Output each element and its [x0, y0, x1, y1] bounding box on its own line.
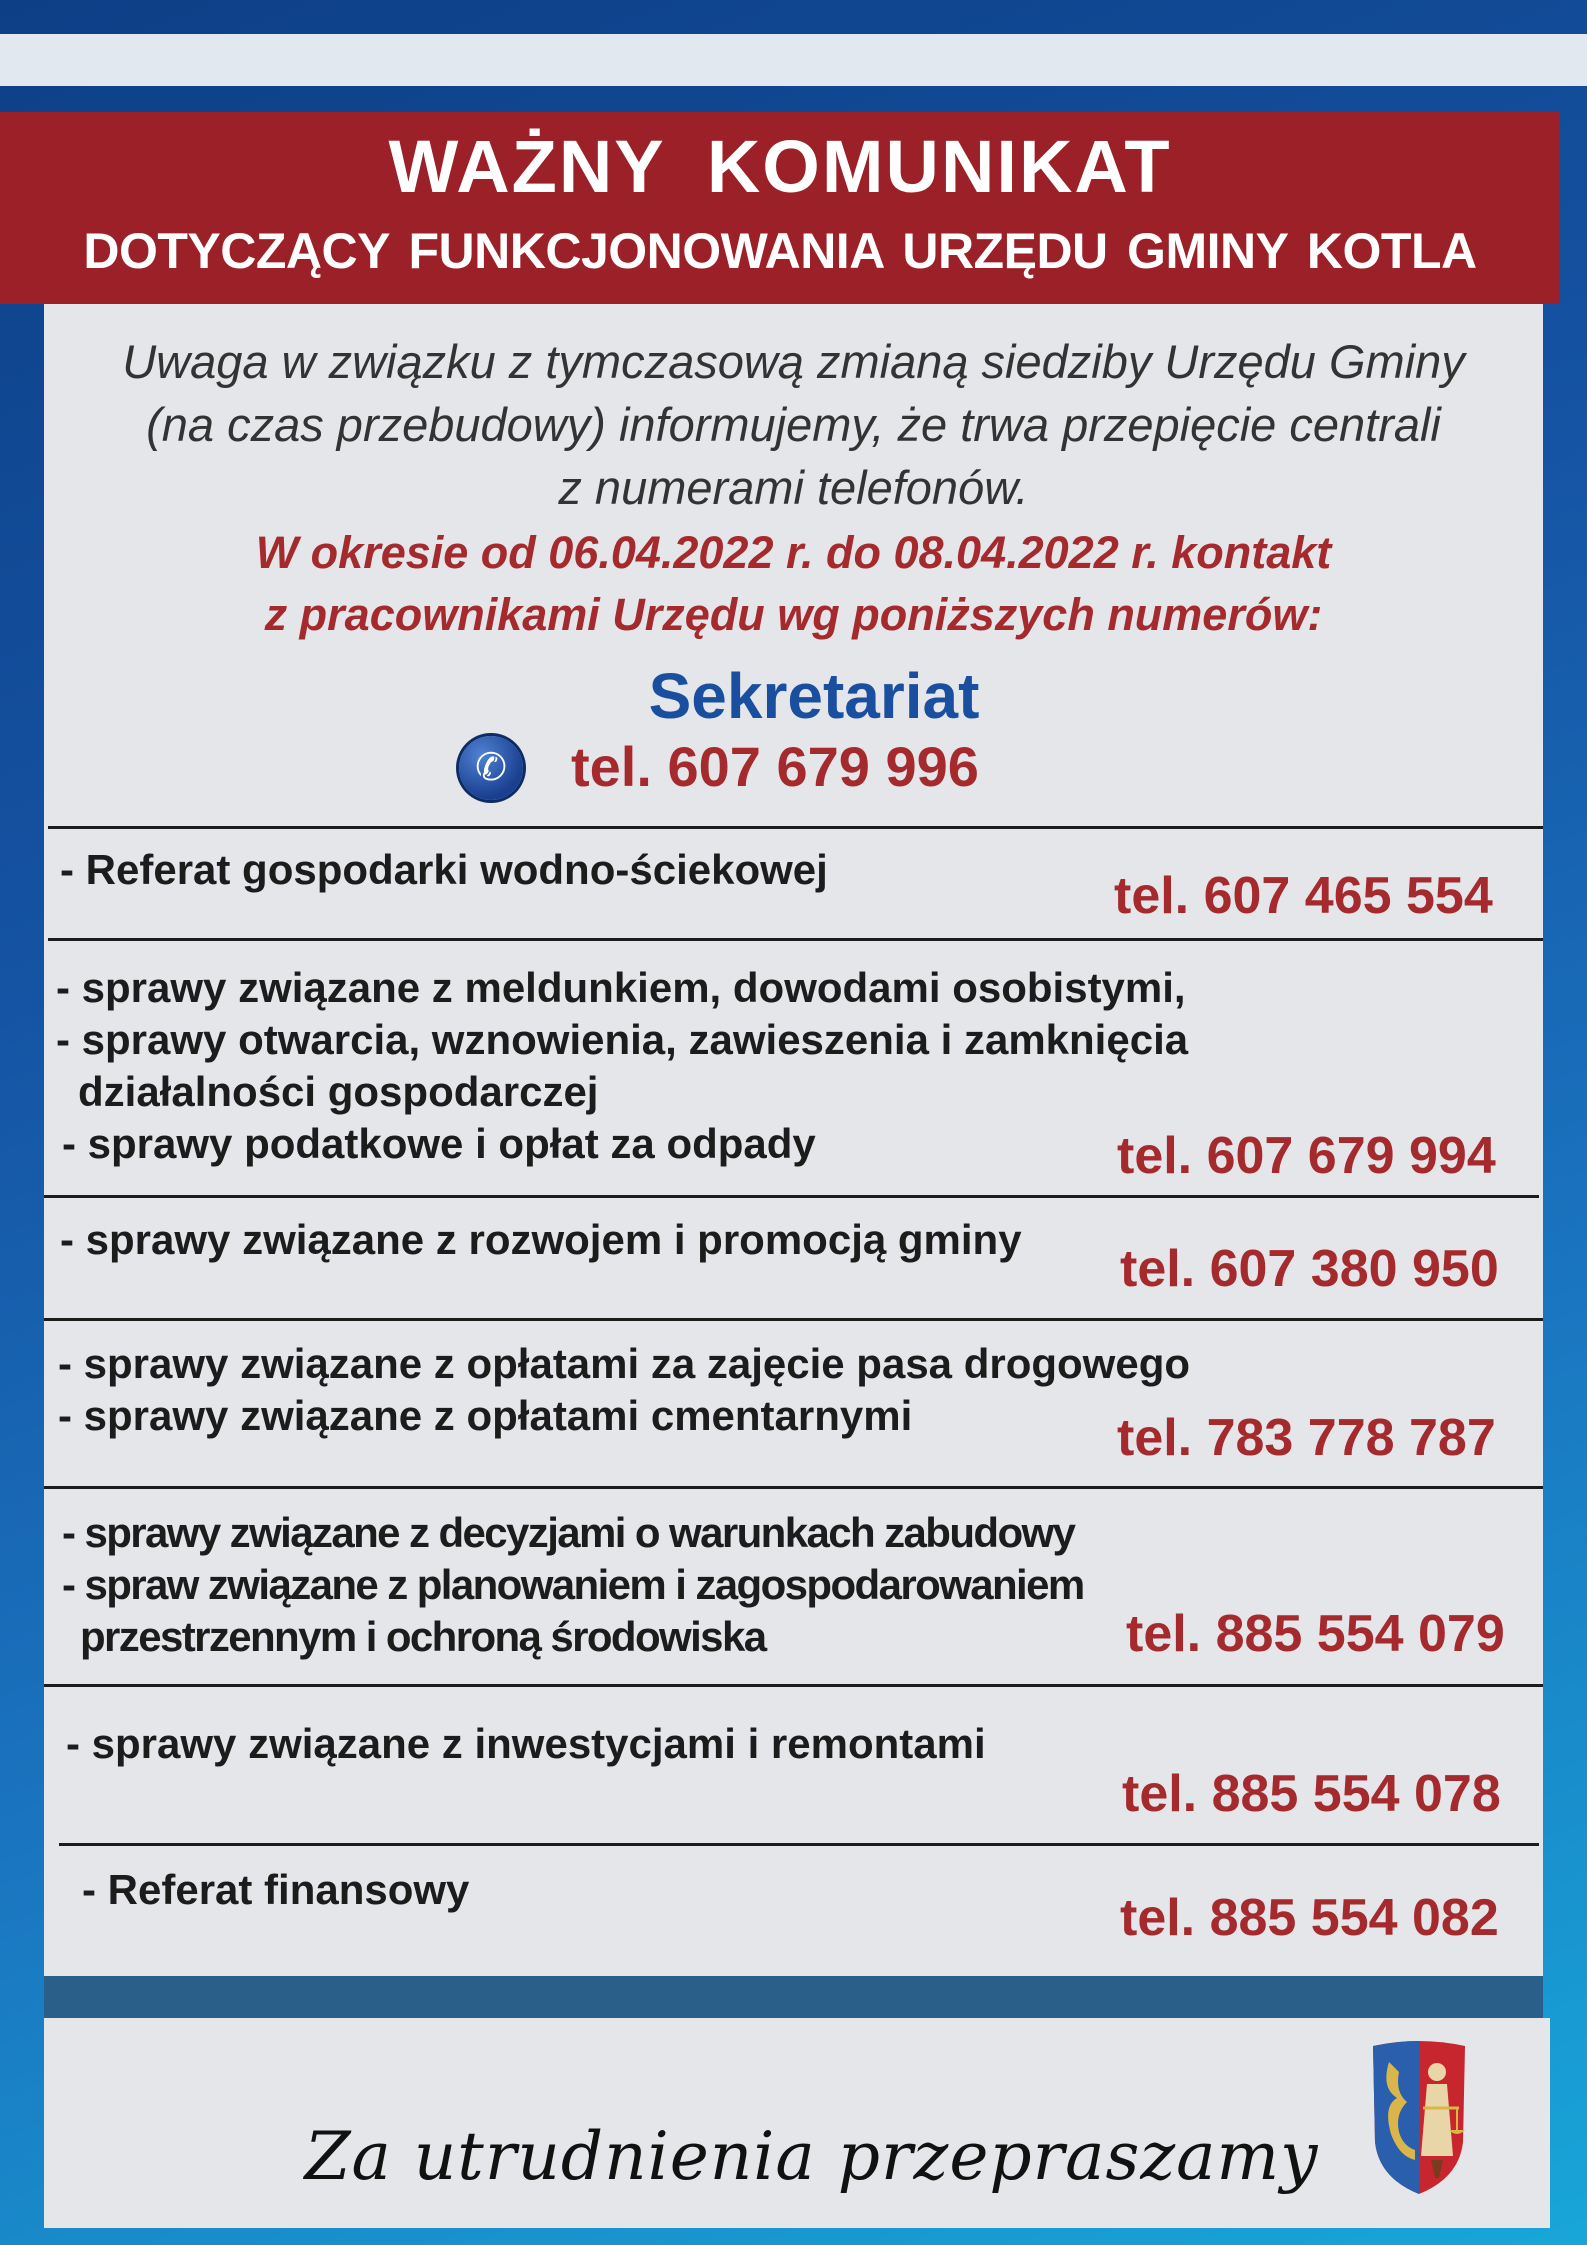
- row-separator: [48, 938, 1543, 941]
- contact-description: [58, 1338, 1190, 1442]
- notice-text: [44, 522, 1543, 646]
- row-separator: [44, 1486, 1543, 1489]
- intro-line: (na czas przebudowy) informujemy, że trwa przepięcie centrali: [146, 398, 1441, 451]
- contact-phone[interactable]: tel. 607 679 994: [1117, 1127, 1496, 1185]
- contact-description: [56, 962, 1188, 1170]
- contact-line: - sprawy związane z meldunkiem, dowodami osobistymi,: [56, 964, 1186, 1011]
- contact-line: - spraw związane z planowaniem i zagospodarowaniem: [62, 1561, 1084, 1608]
- contact-description: [60, 844, 828, 896]
- contact-phone[interactable]: tel. 783 778 787: [1117, 1409, 1496, 1467]
- contact-line: - sprawy związane z opłatami cmentarnymi: [58, 1392, 913, 1439]
- notice-line: W okresie od 06.04.2022 r. do 08.04.2022 r. kontakt: [255, 527, 1332, 578]
- closing-message: Za utrudnienia przepraszamy: [304, 2118, 1319, 2195]
- contact-description: [60, 1214, 1022, 1266]
- notice-line: z pracownikami Urzędu wg poniższych numerów:: [264, 589, 1323, 640]
- contact-description: [62, 1507, 1084, 1663]
- contact-line: - Referat finansowy: [82, 1866, 470, 1913]
- row-separator: [44, 1684, 1543, 1687]
- contact-line: działalności gospodarczej: [78, 1068, 599, 1115]
- contact-phone[interactable]: tel. 885 554 078: [1122, 1765, 1501, 1823]
- contact-phone[interactable]: tel. 885 554 079: [1126, 1605, 1505, 1663]
- row-separator: [48, 826, 1543, 829]
- contact-line: - sprawy związane z inwestycjami i remontami: [66, 1720, 986, 1767]
- contact-line: - sprawy podatkowe i opłat za odpady: [62, 1120, 816, 1167]
- contact-line: - sprawy związane z rozwojem i promocją gminy: [60, 1216, 1022, 1263]
- header-title: WAŻNY KOMUNIKAT: [388, 125, 1172, 208]
- header-banner: [0, 112, 1560, 304]
- coat-of-arms-icon: [1369, 2038, 1469, 2198]
- secretariat-title: Sekretariat: [648, 660, 980, 732]
- secretariat-phone[interactable]: tel. 607 679 996: [571, 735, 979, 798]
- secretariat-phone-row: [459, 734, 1059, 814]
- phone-icon: ✆: [459, 736, 523, 800]
- footer: [44, 2018, 1550, 2228]
- contact-line: - sprawy związane z decyzjami o warunkach zabudowy: [62, 1509, 1075, 1556]
- intro-line: z numerami telefonów.: [558, 461, 1029, 514]
- contact-description: [82, 1864, 469, 1916]
- intro-line: Uwaga w związku z tymczasową zmianą siedziby Urzędu Gminy: [122, 335, 1465, 388]
- contact-line: - Referat gospodarki wodno-ściekowej: [60, 846, 828, 893]
- top-strip: [0, 34, 1587, 86]
- contact-phone[interactable]: tel. 607 465 554: [1114, 867, 1493, 925]
- contact-line: przestrzennym i ochroną środowiska: [80, 1613, 766, 1660]
- contact-line: - sprawy związane z opłatami za zajęcie pasa drogowego: [58, 1340, 1191, 1387]
- content-panel: [44, 304, 1543, 1976]
- divider-band: [44, 1976, 1543, 2018]
- header-subtitle: DOTYCZĄCY FUNKCJONOWANIA URZĘDU GMINY KOTLA: [83, 223, 1477, 279]
- contact-description: [66, 1718, 986, 1770]
- contact-phone[interactable]: tel. 607 380 950: [1120, 1240, 1499, 1298]
- row-separator: [44, 1318, 1543, 1321]
- intro-text: [44, 330, 1543, 519]
- row-separator: [44, 1195, 1539, 1198]
- contact-line: - sprawy otwarcia, wznowienia, zawieszenia i zamknięcia: [56, 1016, 1189, 1063]
- contact-phone[interactable]: tel. 885 554 082: [1120, 1889, 1499, 1947]
- row-separator: [59, 1843, 1539, 1846]
